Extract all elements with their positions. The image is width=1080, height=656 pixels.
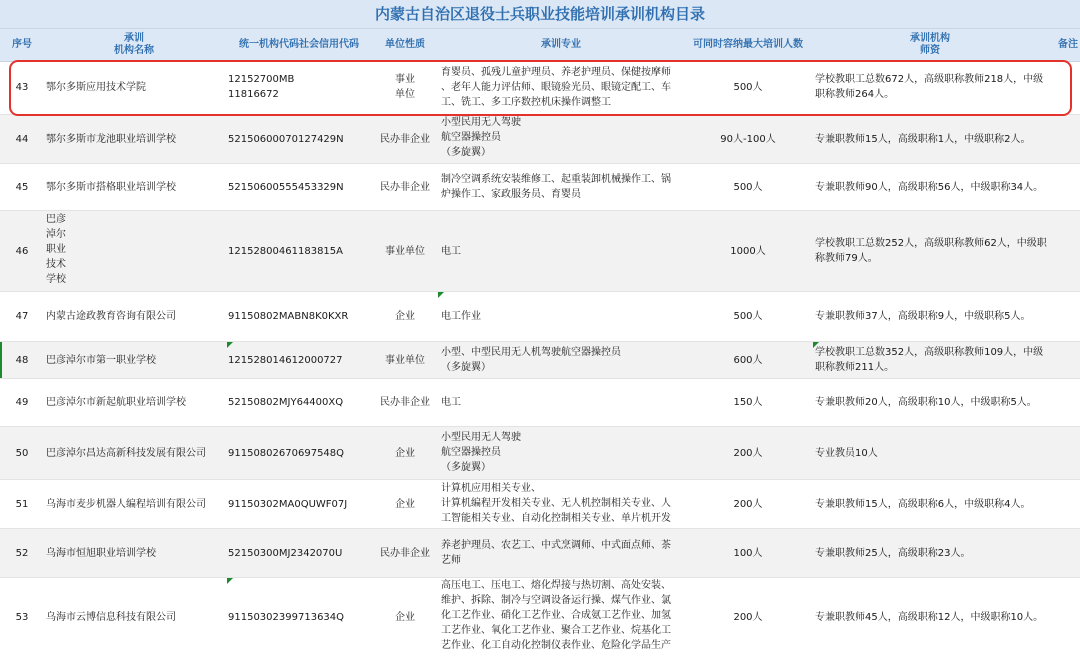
header-seq: 序号 — [12, 39, 32, 50]
cell-teachers: 专兼职教师15人，高级职称1人，中级职称2人。 — [815, 133, 1031, 145]
cell-type: 民办非企业 — [380, 181, 430, 193]
cell-code: 52150600555453329N — [228, 181, 344, 193]
cell-capacity: 500人 — [733, 311, 763, 322]
cell-major — [441, 529, 686, 577]
cell-capacity: 150人 — [733, 397, 763, 408]
header-row — [0, 28, 1080, 62]
comment-marker-icon — [438, 292, 444, 298]
cell-name: 巴彦淖尔昌达高新科技发展有限公司 — [46, 447, 206, 459]
cell-teachers: 专兼职教师15人，高级职称6人，中级职称4人。 — [815, 498, 1031, 510]
header-code: 统一机构代码社会信用代码 — [239, 39, 359, 50]
cell-type-line2: 单位 — [395, 89, 415, 100]
cell-seq: 49 — [15, 397, 29, 408]
cell-major-line2: 、老年人能力评估师、眼镜验光员、眼镜定配工、车 — [441, 82, 671, 93]
table-row — [0, 427, 1080, 480]
cell-major — [441, 115, 686, 163]
comment-marker-icon — [813, 342, 819, 348]
cell-major-line2: 艺师 — [441, 555, 461, 566]
cell-teachers: 专兼职教师45人，高级职称12人，中级职称10人。 — [815, 611, 1044, 623]
cell-code: 52150802MJY64400XQ — [228, 397, 344, 408]
comment-marker-icon — [227, 578, 233, 584]
cell-capacity: 200人 — [733, 447, 763, 459]
cell-teachers: 专兼职教师90人，高级职称56人，中级职称34人。 — [815, 181, 1044, 193]
cell-major-line1: 小型、中型民用无人机驾驶航空器操控员 — [441, 347, 621, 358]
table-row — [0, 292, 1080, 342]
cell-name-line2: 淖尔 — [46, 229, 66, 240]
cell-major-line4: 工艺作业、氧化工艺作业、聚合工艺作业、烷基化工 — [441, 625, 671, 636]
cell-major-line1: 小型民用无人驾驶 — [441, 432, 521, 443]
cell-major — [441, 480, 686, 528]
header-name-line1: 承训 — [124, 33, 144, 44]
table-row — [0, 529, 1080, 578]
cell-major-line1: 制冷空调系统安装维修工、起重装卸机械操作工、锅 — [441, 174, 671, 185]
comment-marker-icon — [227, 342, 233, 348]
cell-major-line2: 航空器操控员 — [441, 447, 501, 458]
cell-capacity: 200人 — [733, 498, 763, 510]
cell-type: 企业 — [395, 498, 415, 510]
cell-teachers — [815, 211, 1060, 291]
cell-type-line1: 事业 — [395, 74, 415, 85]
cell-teachers: 专兼职教师20人，高级职称10人，中级职称5人。 — [815, 397, 1037, 408]
cell-major: 电工作业 — [441, 311, 481, 322]
cell-type: 民办非企业 — [380, 133, 430, 145]
cell-major — [441, 342, 686, 378]
cell-seq: 51 — [15, 498, 29, 510]
cell-major-line3: （多旋翼） — [441, 147, 491, 158]
cell-seq: 44 — [15, 133, 29, 145]
cell-capacity: 90人-100人 — [720, 133, 776, 145]
cell-seq: 47 — [15, 311, 29, 322]
cell-major-line1: 计算机应用相关专业、 — [441, 483, 541, 494]
cell-name — [46, 211, 224, 291]
cell-name-line5: 学校 — [46, 274, 66, 285]
cell-major-line1: 高压电工、压电工、熔化焊接与热切割、高处安装、 — [441, 580, 671, 591]
header-remark: 备注 — [1058, 39, 1078, 50]
cell-code-line2: 11816672 — [228, 89, 279, 100]
cell-teachers: 专兼职教师37人，高级职称9人，中级职称5人。 — [815, 311, 1031, 322]
cell-major — [441, 427, 686, 479]
cell-teachers: 专兼职教师25人，高级职称23人。 — [815, 547, 971, 559]
table-row — [0, 164, 1080, 211]
cell-major-line2: （多旋翼） — [441, 362, 491, 373]
cell-major-line2: 维护、拆除、制冷与空调设备运行操、煤气作业、氯 — [441, 595, 671, 606]
cell-code: 91150802MABN8K0KXR — [228, 311, 349, 322]
cell-name-line1: 巴彦 — [46, 214, 66, 225]
header-teachers-line2: 师资 — [920, 45, 940, 56]
cell-major-line2: 航空器操控员 — [441, 132, 501, 143]
selection-edge — [0, 342, 2, 378]
cell-name: 乌海市麦步机器人编程培训有限公司 — [46, 498, 206, 510]
cell-seq: 52 — [15, 547, 29, 559]
cell-code: 12152800461183815A — [228, 245, 343, 257]
cell-name: 巴彦淖尔市第一职业学校 — [46, 354, 156, 366]
cell-code: 91150802670697548Q — [228, 447, 345, 459]
cell-name-line4: 技术 — [46, 259, 66, 270]
header-major: 承训专业 — [541, 39, 581, 50]
cell-code-line1: 12152700MB — [228, 74, 295, 85]
cell-capacity: 600人 — [733, 354, 763, 366]
highlight-box — [9, 60, 1072, 116]
cell-teachers-line2: 称教师79人。 — [815, 253, 878, 264]
cell-major-line2: 计算机编程开发相关专业、无人机控制相关专业、人 — [441, 498, 671, 509]
cell-name-line3: 职业 — [46, 244, 66, 255]
cell-major — [441, 578, 686, 656]
cell-code: 52150600070127429N — [228, 133, 344, 145]
header-capacity: 可同时容纳最大培训人数 — [693, 39, 803, 50]
cell-major: 电工 — [441, 245, 461, 257]
cell-teachers: 专业教员10人 — [815, 447, 878, 459]
cell-seq: 45 — [15, 181, 29, 193]
header-type: 单位性质 — [385, 39, 425, 50]
cell-major-line3: 化工艺作业、硝化工艺作业、合成氨工艺作业、加氢 — [441, 610, 671, 621]
cell-major-line3: （多旋翼） — [441, 462, 491, 473]
cell-type: 企业 — [395, 611, 415, 623]
table-row — [0, 342, 1080, 379]
cell-major-line3: 工智能相关专业、自动化控制相关专业、单片机开发 — [441, 513, 671, 524]
cell-capacity: 500人 — [733, 82, 763, 93]
table-row — [0, 115, 1080, 164]
cell-type: 事业单位 — [385, 245, 425, 257]
cell-major-line1: 养老护理员、农艺工、中式烹调师、中式面点师、茶 — [441, 540, 671, 551]
cell-type: 企业 — [395, 311, 415, 322]
cell-major-line3: 工、铣工、多工序数控机床操作调整工 — [441, 97, 611, 108]
cell-name: 内蒙古途政教育咨询有限公司 — [46, 311, 176, 322]
cell-major-line1: 小型民用无人驾驶 — [441, 117, 521, 128]
cell-seq: 46 — [15, 245, 29, 257]
cell-major: 电工 — [441, 397, 461, 408]
cell-seq: 48 — [15, 354, 29, 366]
header-teachers-line1: 承训机构 — [910, 33, 950, 44]
cell-teachers-line1: 学校教职工总数252人，高级职称教师62人，中级职 — [815, 238, 1047, 249]
cell-name: 鄂尔多斯市搭格职业培训学校 — [46, 181, 176, 193]
cell-code: 121528014612000727 — [228, 354, 343, 366]
cell-name: 乌海市恒旭职业培训学校 — [46, 547, 156, 559]
cell-capacity: 100人 — [733, 547, 763, 559]
cell-code: 91150302399713634Q — [228, 611, 345, 623]
cell-name: 巴彦淖尔市新起航职业培训学校 — [46, 397, 186, 408]
cell-teachers — [815, 342, 1060, 378]
cell-teachers-line1: 学校教职工总数352人，高级职称教师109人，中级 — [815, 347, 1044, 358]
cell-code: 52150300MJ2342070U — [228, 547, 343, 559]
cell-type: 企业 — [395, 447, 415, 459]
header-name-line2: 机构名称 — [114, 45, 154, 56]
cell-teachers-line2: 职称教师211人。 — [815, 362, 895, 373]
header-name — [44, 29, 224, 61]
cell-code: 91150302MA0QUWF07J — [228, 498, 348, 510]
cell-capacity: 500人 — [733, 181, 763, 193]
cell-type: 民办非企业 — [380, 547, 430, 559]
cell-teachers-line2: 职称教师264人。 — [815, 89, 895, 100]
table-row — [0, 379, 1080, 427]
table-row — [0, 480, 1080, 529]
cell-type: 事业单位 — [385, 354, 425, 366]
cell-seq: 50 — [15, 447, 29, 459]
header-teachers — [810, 29, 1050, 61]
cell-major-line1: 育婴员、孤残儿童护理员、养老护理员、保健按摩师 — [441, 67, 671, 78]
cell-seq: 53 — [15, 611, 29, 623]
cell-seq: 43 — [15, 82, 29, 93]
cell-type: 民办非企业 — [380, 397, 430, 408]
cell-major-line5: 艺作业、化工自动化控制仪表作业、危险化学品生产 — [441, 640, 671, 651]
cell-name: 鄂尔多斯应用技术学院 — [46, 82, 146, 93]
table-row — [0, 211, 1080, 292]
cell-capacity: 1000人 — [730, 245, 766, 257]
cell-name: 鄂尔多斯市龙池职业培训学校 — [46, 133, 176, 145]
sheet-title: 内蒙古自治区退役士兵职业技能培训承训机构目录 — [0, 0, 1080, 28]
cell-teachers-line1: 学校教职工总数672人，高级职称教师218人，中级 — [815, 74, 1044, 85]
cell-capacity: 200人 — [733, 611, 763, 623]
table-row — [0, 578, 1080, 656]
cell-name: 乌海市云博信息科技有限公司 — [46, 611, 176, 623]
cell-major-line2: 炉操作工、家政服务员、育婴员 — [441, 189, 581, 200]
cell-major — [441, 164, 686, 210]
